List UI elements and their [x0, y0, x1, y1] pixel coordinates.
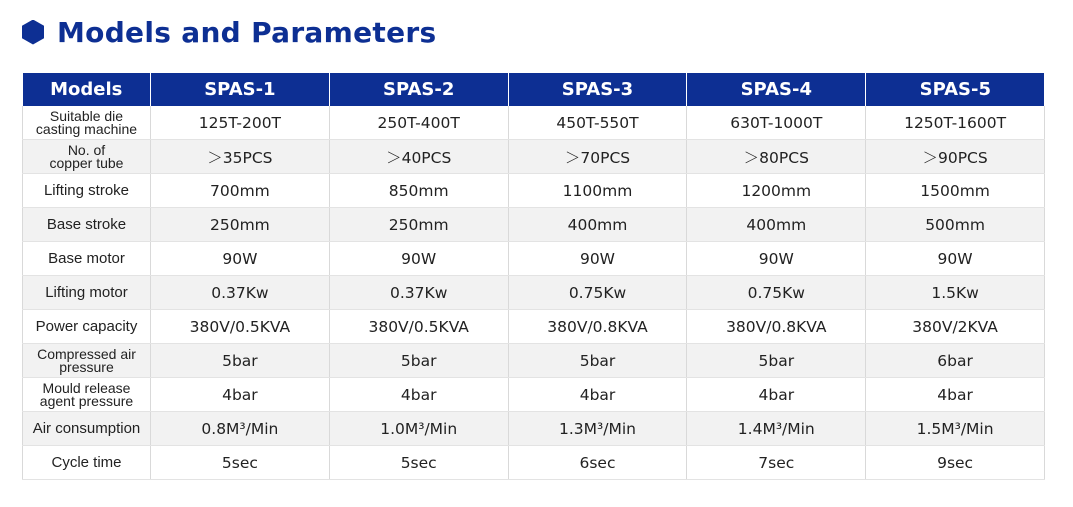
row-label-line: agent pressure: [39, 392, 134, 409]
table-row: [23, 174, 1045, 208]
value-cell: 380V/0.8KVA: [508, 310, 687, 344]
value-cell: 1.5M³/Min: [866, 412, 1045, 446]
value-cell: 500mm: [866, 208, 1045, 242]
row-label-line: Base stroke: [46, 216, 127, 233]
value-cell: ＞90PCS: [866, 140, 1045, 174]
value-cell: 250mm: [329, 208, 508, 242]
row-label-line: Air consumption: [32, 420, 141, 437]
value-cell: 1100mm: [508, 174, 687, 208]
row-label-line: pressure: [59, 358, 114, 375]
header-cell-model: SPAS-1: [151, 73, 330, 106]
header-cell-model: SPAS-5: [866, 73, 1045, 106]
value-cell: 0.75Kw: [508, 276, 687, 310]
row-label-cell: [23, 174, 151, 208]
value-cell: 380V/0.5KVA: [329, 310, 508, 344]
row-label-line: Mould release: [42, 379, 131, 396]
value-cell: 4bar: [151, 378, 330, 412]
table-row: [23, 140, 1045, 174]
row-label-cell: [23, 140, 151, 174]
row-label-cell: [23, 242, 151, 276]
value-cell: ＞80PCS: [687, 140, 866, 174]
value-cell: 4bar: [687, 378, 866, 412]
value-cell: 5bar: [151, 344, 330, 378]
value-cell: ＞40PCS: [329, 140, 508, 174]
value-cell: 630T-1000T: [687, 106, 866, 140]
value-cell: 90W: [687, 242, 866, 276]
row-label-cell: [23, 310, 151, 344]
value-cell: 4bar: [508, 378, 687, 412]
value-cell: 1.0M³/Min: [329, 412, 508, 446]
row-label-line: Base motor: [48, 250, 125, 267]
row-label-line: No. of: [67, 141, 106, 158]
value-cell: 6sec: [508, 446, 687, 480]
table-row: [23, 344, 1045, 378]
header-cell-model: SPAS-4: [687, 73, 866, 106]
value-cell: 400mm: [687, 208, 866, 242]
table-row: [23, 310, 1045, 344]
value-cell: 4bar: [329, 378, 508, 412]
header-cell-models: Models: [23, 73, 151, 106]
value-cell: 5sec: [329, 446, 508, 480]
row-label-cell: [23, 378, 151, 412]
header-cell-model: SPAS-3: [508, 73, 687, 106]
value-cell: 700mm: [151, 174, 330, 208]
table-row: [23, 276, 1045, 310]
row-label-cell: [23, 208, 151, 242]
value-cell: 450T-550T: [508, 106, 687, 140]
value-cell: 380V/2KVA: [866, 310, 1045, 344]
value-cell: ＞70PCS: [508, 140, 687, 174]
table-row: [23, 208, 1045, 242]
value-cell: 1200mm: [687, 174, 866, 208]
row-label-line: copper tube: [49, 154, 124, 171]
value-cell: 1.5Kw: [866, 276, 1045, 310]
value-cell: 7sec: [687, 446, 866, 480]
value-cell: 400mm: [508, 208, 687, 242]
hexagon-bullet-icon: [22, 20, 44, 45]
value-cell: 5sec: [151, 446, 330, 480]
value-cell: 0.75Kw: [687, 276, 866, 310]
value-cell: 380V/0.8KVA: [687, 310, 866, 344]
value-cell: 380V/0.5KVA: [151, 310, 330, 344]
value-cell: 5bar: [508, 344, 687, 378]
section-header: [22, 10, 436, 54]
row-label-line: Cycle time: [51, 454, 122, 471]
row-label-line: casting machine: [35, 120, 138, 137]
page-title: Models and Parameters: [57, 15, 437, 49]
value-cell: 90W: [329, 242, 508, 276]
table-header-row: [23, 73, 1045, 106]
value-cell: 5bar: [329, 344, 508, 378]
value-cell: 0.37Kw: [151, 276, 330, 310]
table-row: [23, 242, 1045, 276]
value-cell: 250T-400T: [329, 106, 508, 140]
table-row: [23, 106, 1045, 140]
row-label-cell: [23, 412, 151, 446]
row-label-cell: [23, 344, 151, 378]
value-cell: 4bar: [866, 378, 1045, 412]
value-cell: 6bar: [866, 344, 1045, 378]
value-cell: 90W: [151, 242, 330, 276]
value-cell: 1500mm: [866, 174, 1045, 208]
row-label-line: Lifting stroke: [43, 182, 130, 199]
row-label-line: Power capacity: [35, 318, 138, 335]
value-cell: 1.4M³/Min: [687, 412, 866, 446]
row-label-line: Lifting motor: [45, 284, 128, 301]
row-label-cell: [23, 446, 151, 480]
value-cell: 90W: [508, 242, 687, 276]
row-label-cell: [23, 276, 151, 310]
value-cell: 1250T-1600T: [866, 106, 1045, 140]
value-cell: 1.3M³/Min: [508, 412, 687, 446]
value-cell: 9sec: [866, 446, 1045, 480]
table-row: [23, 446, 1045, 480]
parameters-table: [22, 73, 1045, 480]
row-label-line: Compressed air: [37, 345, 136, 362]
value-cell: 125T-200T: [151, 106, 330, 140]
value-cell: 90W: [866, 242, 1045, 276]
value-cell: ＞35PCS: [151, 140, 330, 174]
row-label-line: Suitable die: [49, 107, 124, 124]
header-cell-model: SPAS-2: [329, 73, 508, 106]
table-row: [23, 378, 1045, 412]
row-label-cell: [23, 106, 151, 140]
table-body: [23, 106, 1045, 480]
value-cell: 850mm: [329, 174, 508, 208]
value-cell: 5bar: [687, 344, 866, 378]
value-cell: 0.8M³/Min: [151, 412, 330, 446]
value-cell: 250mm: [151, 208, 330, 242]
table-row: [23, 412, 1045, 446]
value-cell: 0.37Kw: [329, 276, 508, 310]
